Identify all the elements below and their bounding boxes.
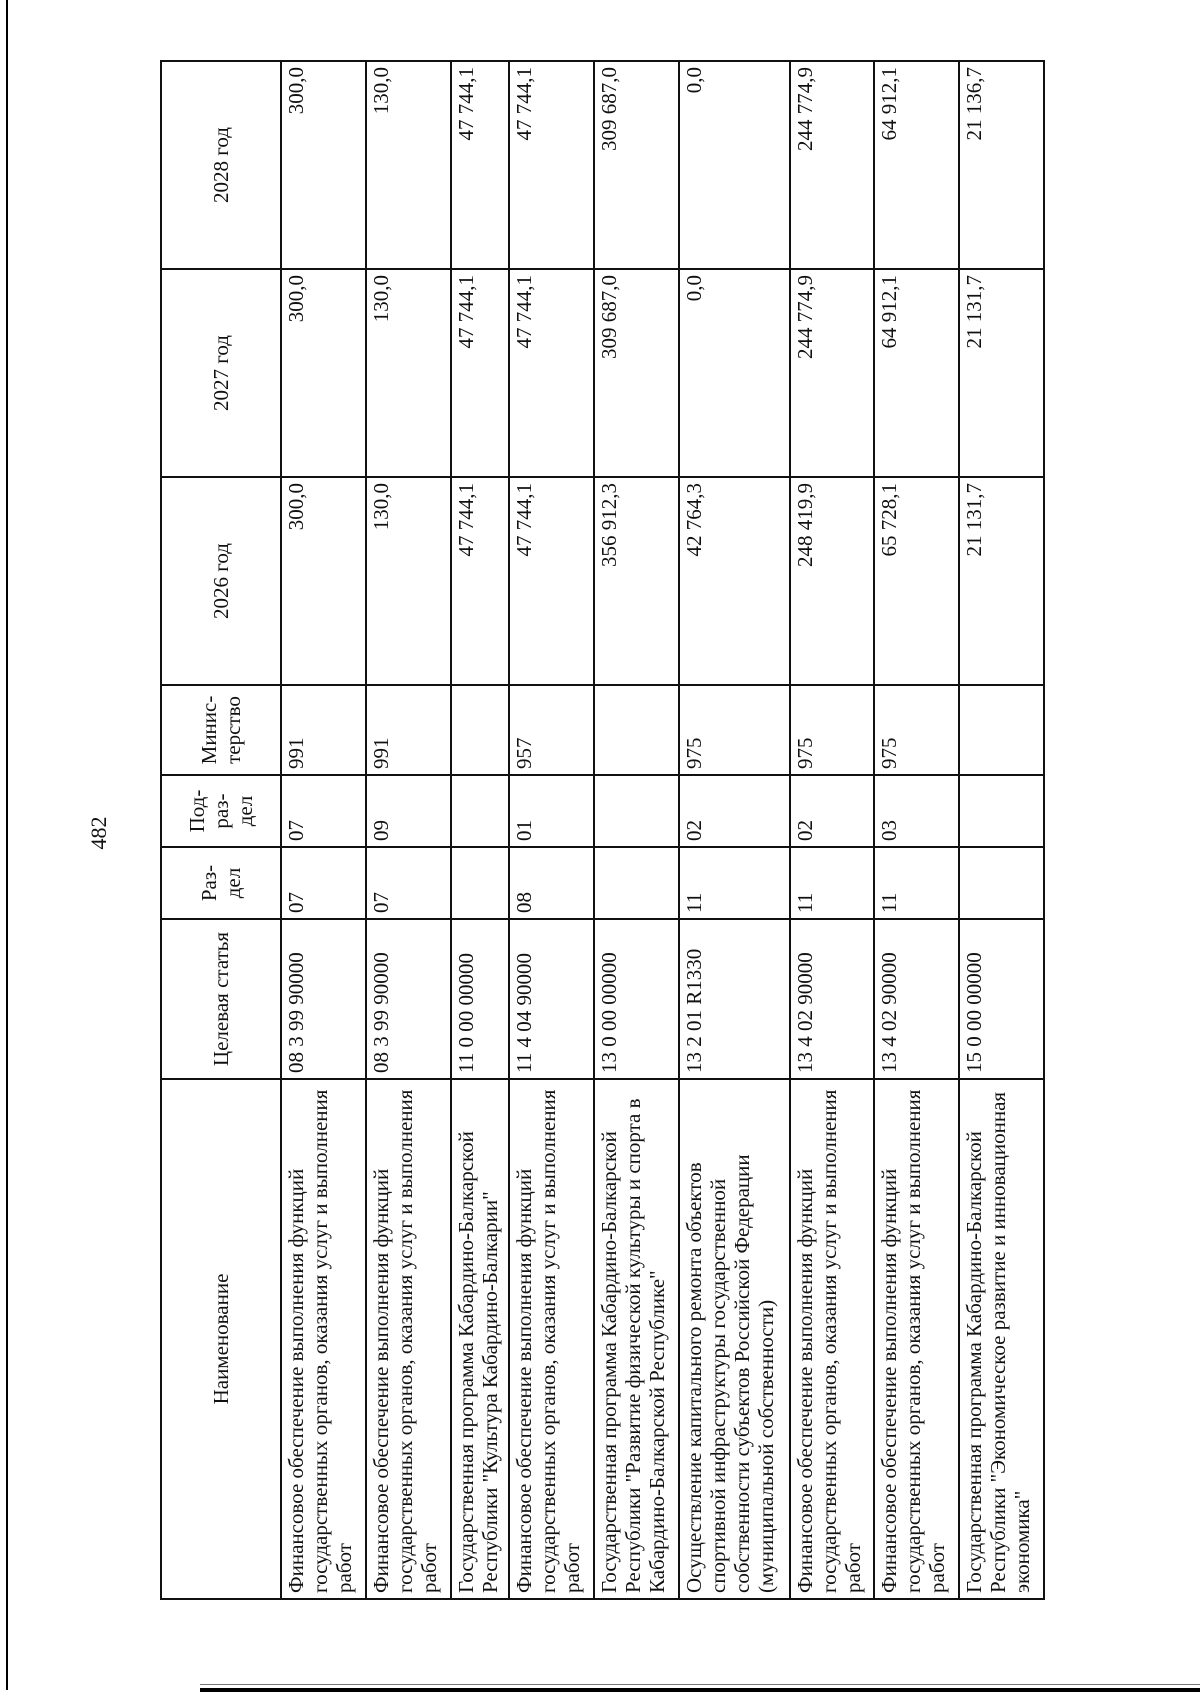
cell-name: Государственная программа Кабардино-Балкарской Республики "Культура Кабардино-Балкарии" xyxy=(451,1079,510,1599)
cell-2028: 64 912,1 xyxy=(874,61,959,269)
table-row xyxy=(594,61,679,1599)
table-row xyxy=(366,61,451,1599)
cell-name: Государственная программа Кабардино-Балкарской Республики "Экономическое развитие и инновационная экономика" xyxy=(959,1079,1044,1599)
cell-name: Финансовое обеспечение выполнения функций государственных органов, оказания услуг и выполнения работ xyxy=(281,1079,366,1599)
cell-section xyxy=(594,847,679,919)
cell-2027: 47 744,1 xyxy=(451,269,510,477)
cell-name: Финансовое обеспечение выполнения функций государственных органов, оказания услуг и выполнения работ xyxy=(509,1079,594,1599)
cell-2027: 244 774,9 xyxy=(790,269,875,477)
table-row xyxy=(451,61,510,1599)
budget-table xyxy=(160,60,1045,1600)
cell-section: 11 xyxy=(790,847,875,919)
cell-code: 13 4 02 90000 xyxy=(874,919,959,1079)
cell-subsection: 02 xyxy=(679,775,790,847)
table-body xyxy=(281,61,1044,1599)
cell-ministry xyxy=(451,685,510,775)
cell-subsection: 03 xyxy=(874,775,959,847)
cell-subsection: 07 xyxy=(281,775,366,847)
cell-ministry: 957 xyxy=(509,685,594,775)
cell-code: 08 3 99 90000 xyxy=(366,919,451,1079)
cell-subsection: 02 xyxy=(790,775,875,847)
header-2026: 2026 год xyxy=(161,477,281,685)
cell-code: 13 4 02 90000 xyxy=(790,919,875,1079)
cell-subsection xyxy=(594,775,679,847)
cell-section: 11 xyxy=(874,847,959,919)
table-row xyxy=(790,61,875,1599)
cell-2026: 42 764,3 xyxy=(679,477,790,685)
cell-ministry xyxy=(959,685,1044,775)
bottom-scan-rule xyxy=(200,1688,1200,1692)
cell-2026: 65 728,1 xyxy=(874,477,959,685)
left-margin-rule xyxy=(6,0,8,1690)
cell-ministry: 975 xyxy=(790,685,875,775)
bottom-thin-rule xyxy=(200,1684,1200,1685)
table-row xyxy=(959,61,1044,1599)
cell-ministry: 975 xyxy=(679,685,790,775)
cell-2028: 47 744,1 xyxy=(451,61,510,269)
cell-ministry: 975 xyxy=(874,685,959,775)
cell-2028: 130,0 xyxy=(366,61,451,269)
cell-ministry: 991 xyxy=(281,685,366,775)
cell-section xyxy=(451,847,510,919)
cell-2026: 21 131,7 xyxy=(959,477,1044,685)
cell-subsection xyxy=(959,775,1044,847)
cell-ministry: 991 xyxy=(366,685,451,775)
cell-subsection xyxy=(451,775,510,847)
budget-table-container xyxy=(160,60,1045,1600)
cell-ministry xyxy=(594,685,679,775)
cell-2026: 47 744,1 xyxy=(509,477,594,685)
page-number: 482 xyxy=(86,816,111,850)
cell-name: Финансовое обеспечение выполнения функций государственных органов, оказания услуг и выполнения работ xyxy=(366,1079,451,1599)
cell-2027: 21 131,7 xyxy=(959,269,1044,477)
cell-2028: 47 744,1 xyxy=(509,61,594,269)
cell-name: Осуществление капитального ремонта объектов спортивной инфраструктуры государственной собственности субъектов Российской Федерации (муниципальной собственности) xyxy=(679,1079,790,1599)
cell-name: Государственная программа Кабардино-Балкарской Республики "Развитие физической культуры и спорта в Кабардино-Балкарской Республике" xyxy=(594,1079,679,1599)
cell-2028: 300,0 xyxy=(281,61,366,269)
table-row xyxy=(679,61,790,1599)
cell-2027: 300,0 xyxy=(281,269,366,477)
cell-section xyxy=(959,847,1044,919)
cell-2026: 300,0 xyxy=(281,477,366,685)
header-ministry: Минис-терство xyxy=(161,685,281,775)
cell-2026: 248 419,9 xyxy=(790,477,875,685)
table-row xyxy=(509,61,594,1599)
cell-2027: 47 744,1 xyxy=(509,269,594,477)
cell-2026: 47 744,1 xyxy=(451,477,510,685)
cell-code: 13 2 01 R1330 xyxy=(679,919,790,1079)
cell-code: 15 0 00 00000 xyxy=(959,919,1044,1079)
header-code: Целевая статья xyxy=(161,919,281,1079)
cell-2027: 130,0 xyxy=(366,269,451,477)
cell-name: Финансовое обеспечение выполнения функций государственных органов, оказания услуг и выполнения работ xyxy=(790,1079,875,1599)
cell-section: 11 xyxy=(679,847,790,919)
cell-code: 11 4 04 90000 xyxy=(509,919,594,1079)
cell-2028: 0,0 xyxy=(679,61,790,269)
table-row xyxy=(874,61,959,1599)
cell-name: Финансовое обеспечение выполнения функций государственных органов, оказания услуг и выполнения работ xyxy=(874,1079,959,1599)
header-section: Раз-дел xyxy=(161,847,281,919)
cell-2028: 309 687,0 xyxy=(594,61,679,269)
cell-section: 07 xyxy=(366,847,451,919)
header-name: Наименование xyxy=(161,1079,281,1599)
cell-code: 11 0 00 00000 xyxy=(451,919,510,1079)
cell-subsection: 01 xyxy=(509,775,594,847)
header-2028: 2028 год xyxy=(161,61,281,269)
cell-2026: 356 912,3 xyxy=(594,477,679,685)
cell-section: 08 xyxy=(509,847,594,919)
table-row xyxy=(281,61,366,1599)
cell-code: 08 3 99 90000 xyxy=(281,919,366,1079)
cell-2027: 64 912,1 xyxy=(874,269,959,477)
cell-2027: 309 687,0 xyxy=(594,269,679,477)
cell-2028: 21 136,7 xyxy=(959,61,1044,269)
cell-section: 07 xyxy=(281,847,366,919)
cell-2028: 244 774,9 xyxy=(790,61,875,269)
cell-subsection: 09 xyxy=(366,775,451,847)
cell-code: 13 0 00 00000 xyxy=(594,919,679,1079)
header-2027: 2027 год xyxy=(161,269,281,477)
table-header-row xyxy=(161,61,281,1599)
header-subsection: Под-раз-дел xyxy=(161,775,281,847)
cell-2027: 0,0 xyxy=(679,269,790,477)
cell-2026: 130,0 xyxy=(366,477,451,685)
